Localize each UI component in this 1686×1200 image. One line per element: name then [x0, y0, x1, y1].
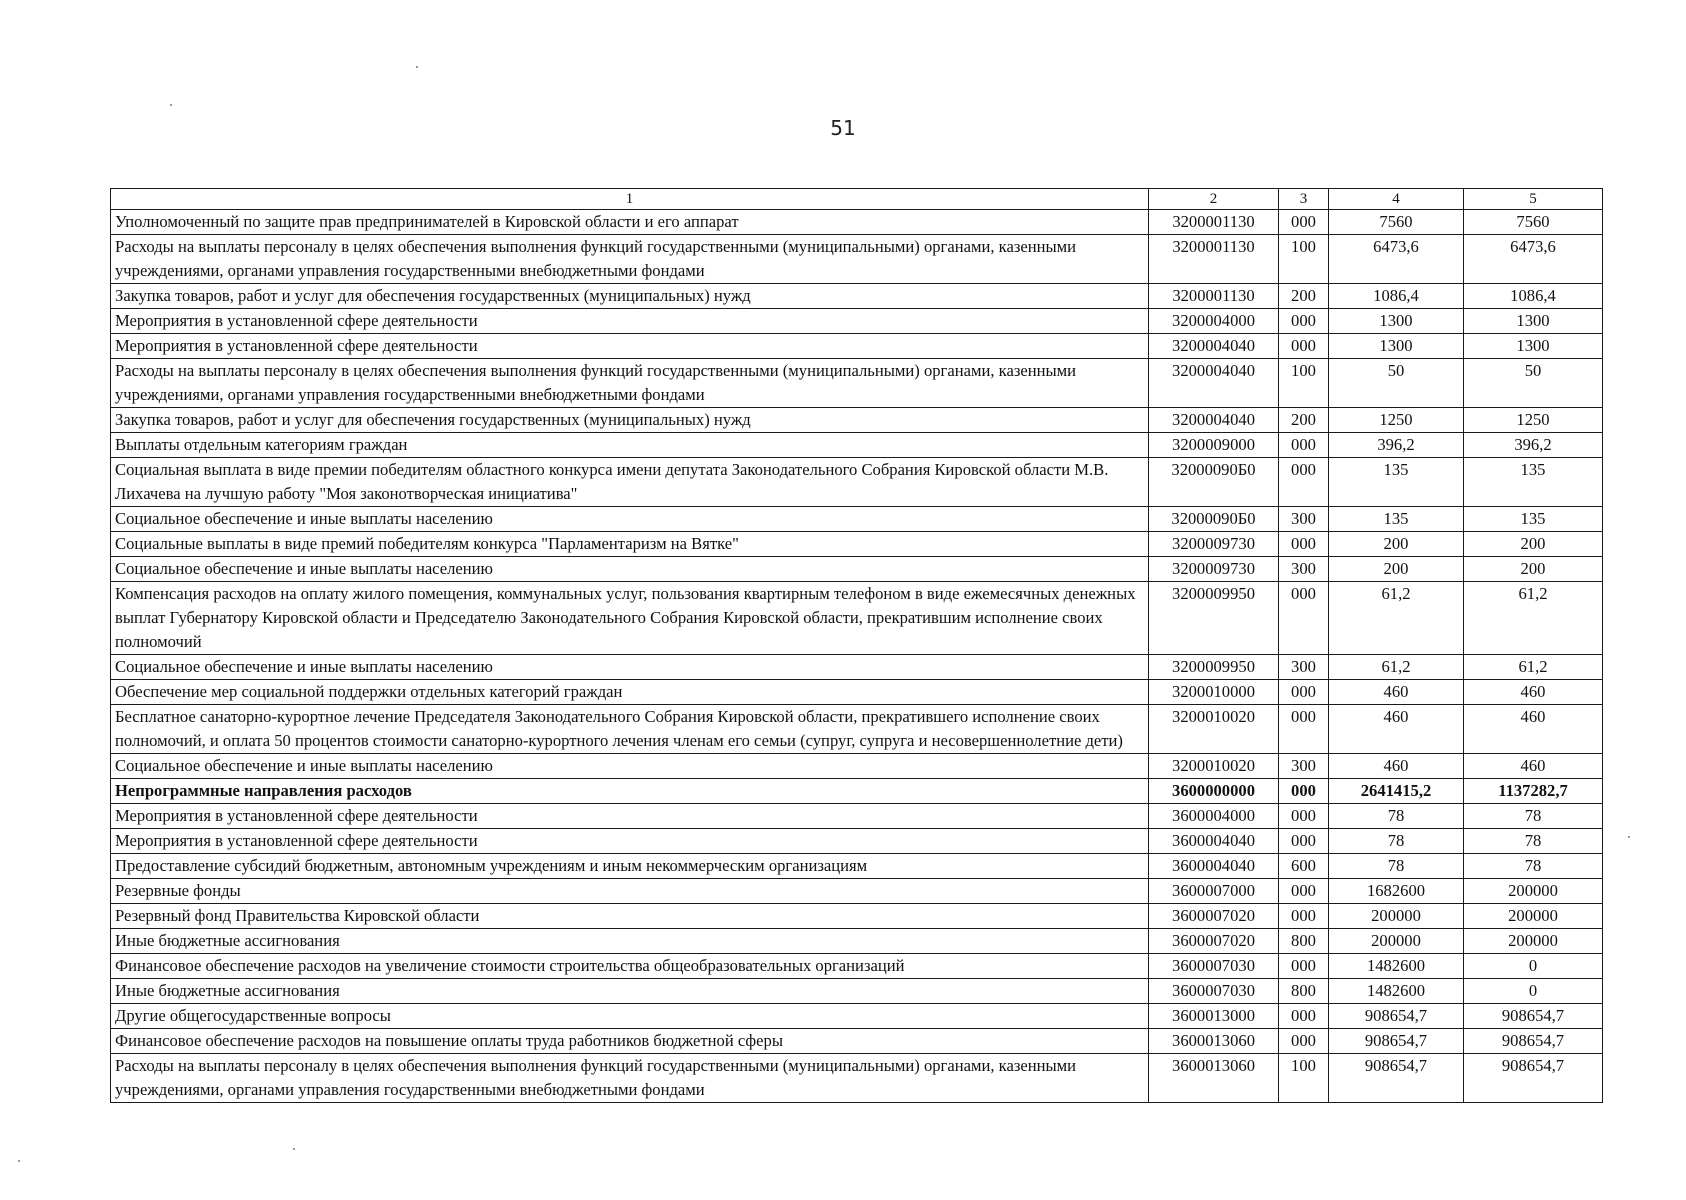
row-type: 100	[1279, 235, 1329, 284]
table-row	[111, 1029, 1603, 1054]
row-name: Финансовое обеспечение расходов на повышение оплаты труда работников бюджетной сферы	[111, 1029, 1149, 1054]
row-value-2: 200000	[1464, 929, 1603, 954]
row-value-1: 908654,7	[1329, 1029, 1464, 1054]
row-value-2: 61,2	[1464, 655, 1603, 680]
row-value-2: 78	[1464, 804, 1603, 829]
row-value-1: 50	[1329, 359, 1464, 408]
table-row	[111, 854, 1603, 879]
row-value-2: 1137282,7	[1464, 779, 1603, 804]
table-row	[111, 507, 1603, 532]
row-value-2: 0	[1464, 979, 1603, 1004]
scan-speck	[18, 1160, 20, 1162]
table-row	[111, 1054, 1603, 1103]
row-value-1: 7560	[1329, 210, 1464, 235]
row-type: 000	[1279, 879, 1329, 904]
header-row	[111, 189, 1603, 210]
row-type: 000	[1279, 1029, 1329, 1054]
row-name: Социальное обеспечение и иные выплаты населению	[111, 754, 1149, 779]
row-name: Иные бюджетные ассигнования	[111, 979, 1149, 1004]
table-row	[111, 458, 1603, 507]
row-code: 3600004040	[1149, 854, 1279, 879]
row-value-1: 200000	[1329, 929, 1464, 954]
row-value-1: 908654,7	[1329, 1004, 1464, 1029]
row-value-1: 1250	[1329, 408, 1464, 433]
row-name: Предоставление субсидий бюджетным, автономным учреждениям и иным некоммерческим организациям	[111, 854, 1149, 879]
table-row	[111, 433, 1603, 458]
row-name: Социальная выплата в виде премии победителям областного конкурса имени депутата Законодательного Собрания Кировской области М.В. Лихачева на лучшую работу "Моя законотворческая инициатива"	[111, 458, 1149, 507]
row-code: 3200009950	[1149, 655, 1279, 680]
row-value-2: 135	[1464, 507, 1603, 532]
row-code: 3600004000	[1149, 804, 1279, 829]
row-code: 3600013000	[1149, 1004, 1279, 1029]
row-value-2: 460	[1464, 705, 1603, 754]
row-type: 800	[1279, 929, 1329, 954]
row-name: Резервные фонды	[111, 879, 1149, 904]
row-type: 000	[1279, 1004, 1329, 1029]
row-name: Расходы на выплаты персоналу в целях обеспечения выполнения функций государственными (муниципальными) органами, казенными учреждениями, органами управления государственными внебюджетными фондами	[111, 1054, 1149, 1103]
table-row	[111, 655, 1603, 680]
row-value-2: 78	[1464, 854, 1603, 879]
scan-speck	[1628, 836, 1630, 838]
row-type: 000	[1279, 334, 1329, 359]
row-value-2: 7560	[1464, 210, 1603, 235]
row-value-1: 1086,4	[1329, 284, 1464, 309]
row-type: 300	[1279, 507, 1329, 532]
row-code: 3600013060	[1149, 1029, 1279, 1054]
table-row	[111, 284, 1603, 309]
row-type: 000	[1279, 582, 1329, 655]
row-value-1: 908654,7	[1329, 1054, 1464, 1103]
header-col-1: 1	[111, 189, 1149, 210]
row-value-2: 200	[1464, 532, 1603, 557]
row-value-1: 396,2	[1329, 433, 1464, 458]
row-type: 000	[1279, 532, 1329, 557]
row-value-2: 200	[1464, 557, 1603, 582]
row-value-1: 61,2	[1329, 655, 1464, 680]
row-value-2: 1086,4	[1464, 284, 1603, 309]
row-name: Расходы на выплаты персоналу в целях обеспечения выполнения функций государственными (муниципальными) органами, казенными учреждениями, органами управления государственными внебюджетными фондами	[111, 359, 1149, 408]
row-code: 3200004000	[1149, 309, 1279, 334]
row-value-2: 460	[1464, 680, 1603, 705]
row-type: 000	[1279, 210, 1329, 235]
row-value-1: 460	[1329, 754, 1464, 779]
row-name: Социальные выплаты в виде премий победителям конкурса "Парламентаризм на Вятке"	[111, 532, 1149, 557]
row-name: Социальное обеспечение и иные выплаты населению	[111, 557, 1149, 582]
row-value-1: 1482600	[1329, 954, 1464, 979]
row-name: Мероприятия в установленной сфере деятельности	[111, 334, 1149, 359]
row-value-1: 200	[1329, 557, 1464, 582]
table-row	[111, 309, 1603, 334]
row-name: Иные бюджетные ассигнования	[111, 929, 1149, 954]
row-code: 3600013060	[1149, 1054, 1279, 1103]
scan-speck	[416, 66, 418, 68]
row-name: Уполномоченный по защите прав предпринимателей в Кировской области и его аппарат	[111, 210, 1149, 235]
row-name: Мероприятия в установленной сфере деятельности	[111, 804, 1149, 829]
scan-speck	[293, 1148, 295, 1150]
table-row	[111, 705, 1603, 754]
row-name: Социальное обеспечение и иные выплаты населению	[111, 655, 1149, 680]
table-row	[111, 954, 1603, 979]
table-row	[111, 829, 1603, 854]
table-row	[111, 779, 1603, 804]
row-value-2: 200000	[1464, 904, 1603, 929]
row-type: 200	[1279, 408, 1329, 433]
row-name: Бесплатное санаторно-курортное лечение Председателя Законодательного Собрания Кировской области, прекратившего исполнение своих полномочий, и оплата 50 процентов стоимости санаторно-курортного лечения членам его семьи (супруг, супруга и несовершеннолетние дети)	[111, 705, 1149, 754]
row-value-2: 78	[1464, 829, 1603, 854]
row-code: 3200009730	[1149, 557, 1279, 582]
row-value-2: 61,2	[1464, 582, 1603, 655]
row-name: Мероприятия в установленной сфере деятельности	[111, 309, 1149, 334]
row-type: 000	[1279, 904, 1329, 929]
row-value-2: 6473,6	[1464, 235, 1603, 284]
row-code: 3200010000	[1149, 680, 1279, 705]
row-type: 000	[1279, 458, 1329, 507]
row-type: 300	[1279, 754, 1329, 779]
row-type: 600	[1279, 854, 1329, 879]
row-code: 3200001130	[1149, 284, 1279, 309]
row-value-1: 6473,6	[1329, 235, 1464, 284]
table-row	[111, 532, 1603, 557]
row-code: 3600004040	[1149, 829, 1279, 854]
row-value-2: 908654,7	[1464, 1029, 1603, 1054]
row-value-1: 78	[1329, 829, 1464, 854]
row-value-1: 1682600	[1329, 879, 1464, 904]
row-value-2: 1300	[1464, 309, 1603, 334]
row-code: 3200010020	[1149, 705, 1279, 754]
table-row	[111, 582, 1603, 655]
row-code: 3200004040	[1149, 408, 1279, 433]
header-col-2: 2	[1149, 189, 1279, 210]
row-value-1: 135	[1329, 507, 1464, 532]
row-value-1: 1300	[1329, 334, 1464, 359]
row-name: Закупка товаров, работ и услуг для обеспечения государственных (муниципальных) нужд	[111, 284, 1149, 309]
table-row	[111, 334, 1603, 359]
row-code: 32000090Б0	[1149, 507, 1279, 532]
row-value-1: 1300	[1329, 309, 1464, 334]
row-code: 3200009730	[1149, 532, 1279, 557]
row-name: Социальное обеспечение и иные выплаты населению	[111, 507, 1149, 532]
row-value-2: 396,2	[1464, 433, 1603, 458]
row-value-2: 1250	[1464, 408, 1603, 433]
row-code: 3600007030	[1149, 979, 1279, 1004]
row-name: Выплаты отдельным категориям граждан	[111, 433, 1149, 458]
row-name: Закупка товаров, работ и услуг для обеспечения государственных (муниципальных) нужд	[111, 408, 1149, 433]
row-code: 3600000000	[1149, 779, 1279, 804]
row-value-1: 61,2	[1329, 582, 1464, 655]
row-value-2: 50	[1464, 359, 1603, 408]
row-value-2: 135	[1464, 458, 1603, 507]
scan-speck	[170, 104, 172, 106]
row-code: 3200001130	[1149, 210, 1279, 235]
row-code: 3200009000	[1149, 433, 1279, 458]
table-header	[111, 189, 1603, 210]
row-value-2: 908654,7	[1464, 1004, 1603, 1029]
row-code: 3600007020	[1149, 929, 1279, 954]
row-value-1: 460	[1329, 705, 1464, 754]
row-code: 3200010020	[1149, 754, 1279, 779]
table-row	[111, 979, 1603, 1004]
row-value-1: 135	[1329, 458, 1464, 507]
row-type: 300	[1279, 655, 1329, 680]
table-row	[111, 557, 1603, 582]
table-row	[111, 408, 1603, 433]
table-row	[111, 879, 1603, 904]
row-name: Компенсация расходов на оплату жилого помещения, коммунальных услуг, пользования квартирным телефоном в виде ежемесячных денежных выплат Губернатору Кировской области и Председателю Законодательного Собрания Кировской области, прекратившим исполнение своих полномочий	[111, 582, 1149, 655]
row-type: 100	[1279, 359, 1329, 408]
budget-table	[110, 188, 1603, 1103]
table-row	[111, 804, 1603, 829]
row-name: Непрограммные направления расходов	[111, 779, 1149, 804]
table-row	[111, 754, 1603, 779]
row-code: 3200004040	[1149, 334, 1279, 359]
row-type: 000	[1279, 779, 1329, 804]
row-value-1: 78	[1329, 854, 1464, 879]
row-name: Расходы на выплаты персоналу в целях обеспечения выполнения функций государственными (муниципальными) органами, казенными учреждениями, органами управления государственными внебюджетными фондами	[111, 235, 1149, 284]
row-name: Мероприятия в установленной сфере деятельности	[111, 829, 1149, 854]
row-name: Резервный фонд Правительства Кировской области	[111, 904, 1149, 929]
row-type: 000	[1279, 705, 1329, 754]
row-type: 000	[1279, 433, 1329, 458]
row-value-1: 2641415,2	[1329, 779, 1464, 804]
table-row	[111, 680, 1603, 705]
row-type: 200	[1279, 284, 1329, 309]
table-row	[111, 359, 1603, 408]
row-value-1: 78	[1329, 804, 1464, 829]
row-type: 000	[1279, 829, 1329, 854]
table-row	[111, 929, 1603, 954]
row-type: 000	[1279, 804, 1329, 829]
row-value-1: 1482600	[1329, 979, 1464, 1004]
header-col-3: 3	[1279, 189, 1329, 210]
row-code: 3200004040	[1149, 359, 1279, 408]
table-body	[111, 210, 1603, 1103]
row-name: Финансовое обеспечение расходов на увеличение стоимости строительства общеобразовательных организаций	[111, 954, 1149, 979]
row-type: 000	[1279, 309, 1329, 334]
row-value-2: 1300	[1464, 334, 1603, 359]
header-col-4: 4	[1329, 189, 1464, 210]
header-col-5: 5	[1464, 189, 1603, 210]
row-type: 800	[1279, 979, 1329, 1004]
row-code: 3600007020	[1149, 904, 1279, 929]
row-type: 000	[1279, 954, 1329, 979]
row-type: 300	[1279, 557, 1329, 582]
row-name: Обеспечение мер социальной поддержки отдельных категорий граждан	[111, 680, 1149, 705]
row-code: 3600007000	[1149, 879, 1279, 904]
row-code: 3200001130	[1149, 235, 1279, 284]
row-value-1: 200000	[1329, 904, 1464, 929]
row-value-1: 460	[1329, 680, 1464, 705]
row-value-2: 908654,7	[1464, 1054, 1603, 1103]
table-row	[111, 1004, 1603, 1029]
table-row	[111, 210, 1603, 235]
table-row	[111, 904, 1603, 929]
row-type: 100	[1279, 1054, 1329, 1103]
row-value-2: 460	[1464, 754, 1603, 779]
row-code: 32000090Б0	[1149, 458, 1279, 507]
row-value-1: 200	[1329, 532, 1464, 557]
row-code: 3200009950	[1149, 582, 1279, 655]
row-value-2: 0	[1464, 954, 1603, 979]
page-number: 51	[830, 116, 856, 140]
row-value-2: 200000	[1464, 879, 1603, 904]
row-name: Другие общегосударственные вопросы	[111, 1004, 1149, 1029]
row-type: 000	[1279, 680, 1329, 705]
row-code: 3600007030	[1149, 954, 1279, 979]
table-row	[111, 235, 1603, 284]
